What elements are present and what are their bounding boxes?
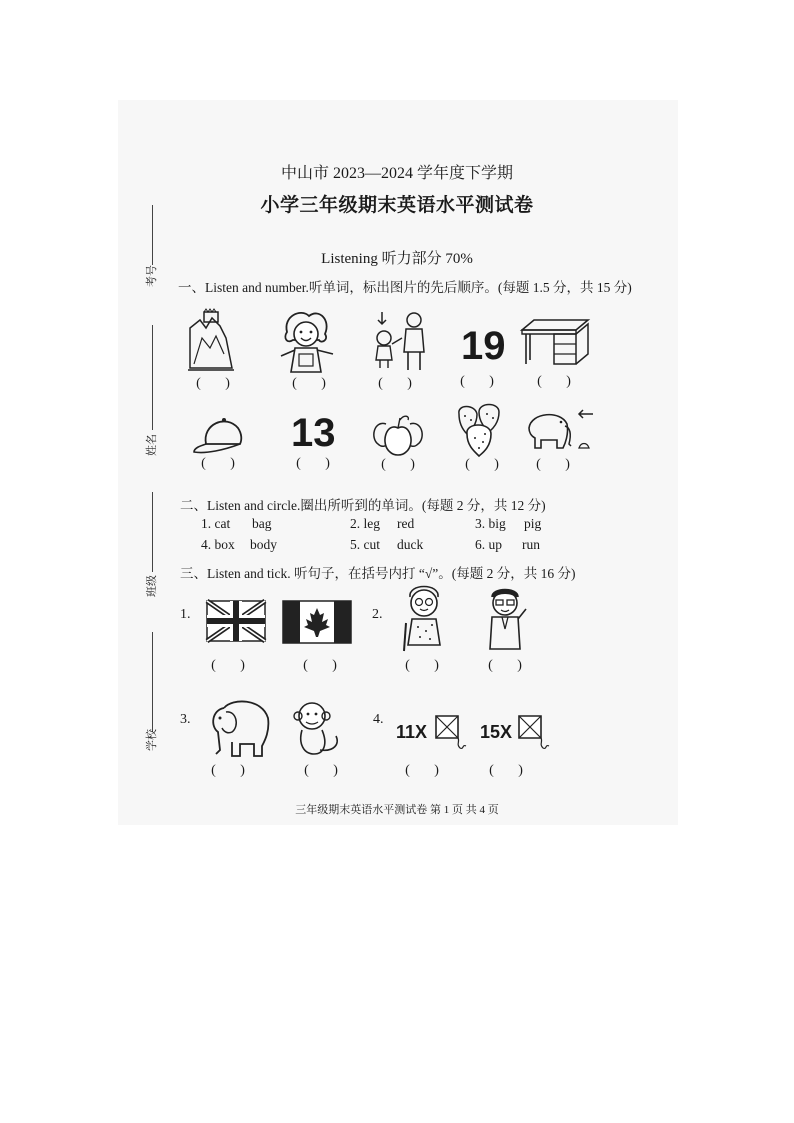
- answer-paren-1[interactable]: ( ): [196, 376, 230, 391]
- tick-paren-3a[interactable]: ( ): [211, 763, 245, 778]
- label-name: 姓名: [146, 434, 158, 456]
- elephant-picture: [206, 698, 272, 760]
- item-3-word[interactable]: 3. big: [475, 516, 506, 531]
- item-2-word[interactable]: 2. leg: [350, 516, 380, 531]
- cap-picture: [192, 414, 248, 454]
- tick-paren-3b[interactable]: ( ): [304, 763, 338, 778]
- section3-title: 三、Listen and tick. 听句子，在括号内打 “√”。(每题 2 分，共 16 分): [180, 566, 576, 581]
- question-2-number: 2.: [372, 607, 383, 622]
- answer-paren-3[interactable]: ( ): [378, 376, 412, 391]
- section2-title: 二、Listen and circle.圈出所听到的单词。(每题 2 分，共 12 分): [180, 498, 546, 513]
- margin-line-name: [152, 325, 153, 430]
- answer-paren-6[interactable]: ( ): [201, 456, 235, 471]
- elephant-mouse-picture: [525, 404, 595, 456]
- man-with-glasses-picture: [480, 585, 532, 653]
- item-6-option[interactable]: run: [522, 537, 540, 552]
- item-4-word[interactable]: 4. box: [201, 537, 235, 552]
- question-3-number: 3.: [180, 712, 191, 727]
- answer-paren-10[interactable]: ( ): [536, 457, 570, 472]
- page-footer: 三年级期末英语水平测试卷 第 1 页 共 4 页: [295, 804, 499, 816]
- answer-paren-5[interactable]: ( ): [537, 374, 571, 389]
- question-1-number: 1.: [180, 607, 191, 622]
- label-school: 学校: [146, 729, 158, 751]
- exam-title-line2: 小学三年级期末英语水平测试卷: [260, 195, 534, 216]
- grandmother-picture: [398, 583, 450, 653]
- kite-icon-right: [515, 712, 551, 752]
- margin-line-class: [152, 492, 153, 572]
- tick-paren-1a[interactable]: ( ): [211, 658, 245, 673]
- tick-paren-2b[interactable]: ( ): [488, 658, 522, 673]
- item-2-option[interactable]: red: [397, 516, 415, 531]
- number-19-picture: 19: [461, 324, 506, 368]
- strawberries-picture: [453, 400, 509, 458]
- answer-paren-2[interactable]: ( ): [292, 376, 326, 391]
- number-13-picture: 13: [291, 411, 336, 455]
- uk-flag-picture: [206, 600, 266, 644]
- kite-count-right: 15X: [480, 722, 513, 742]
- canada-flag-picture: [282, 600, 352, 644]
- kite-count-left: 11X: [396, 722, 428, 742]
- tick-paren-2a[interactable]: ( ): [405, 658, 439, 673]
- label-exam-no: 考号: [146, 265, 158, 287]
- label-class: 班级: [146, 575, 158, 597]
- tick-paren-1b[interactable]: ( ): [303, 658, 337, 673]
- monkey-picture: [290, 700, 346, 760]
- answer-paren-7[interactable]: ( ): [296, 456, 330, 471]
- tick-paren-4a[interactable]: ( ): [405, 763, 439, 778]
- girl-picture: [275, 310, 337, 376]
- section1-title: 一、Listen and number.听单词，标出图片的先后顺序。(每题 1.5 分，共 15 分): [178, 280, 632, 295]
- item-4-option[interactable]: body: [250, 537, 277, 552]
- listening-heading: Listening 听力部分 70%: [321, 251, 473, 267]
- kite-icon-left: [432, 712, 468, 752]
- exam-title-line1: 中山市 2023—2024 学年度下学期: [280, 165, 513, 182]
- item-1-word[interactable]: 1. cat: [201, 516, 231, 531]
- desk-picture: [518, 316, 590, 368]
- margin-line-school: [152, 632, 153, 732]
- great-wall-picture: [186, 308, 236, 373]
- short-tall-children-picture: [372, 310, 432, 374]
- item-3-option[interactable]: pig: [524, 516, 542, 531]
- item-1-option[interactable]: bag: [252, 516, 272, 531]
- answer-paren-8[interactable]: ( ): [381, 457, 415, 472]
- apples-picture: [370, 410, 426, 456]
- question-4-number: 4.: [373, 712, 384, 727]
- item-5-option[interactable]: duck: [397, 537, 424, 552]
- answer-paren-9[interactable]: ( ): [465, 457, 499, 472]
- item-6-word[interactable]: 6. up: [475, 537, 502, 552]
- item-5-word[interactable]: 5. cut: [350, 537, 380, 552]
- answer-paren-4[interactable]: ( ): [460, 374, 494, 389]
- tick-paren-4b[interactable]: ( ): [489, 763, 523, 778]
